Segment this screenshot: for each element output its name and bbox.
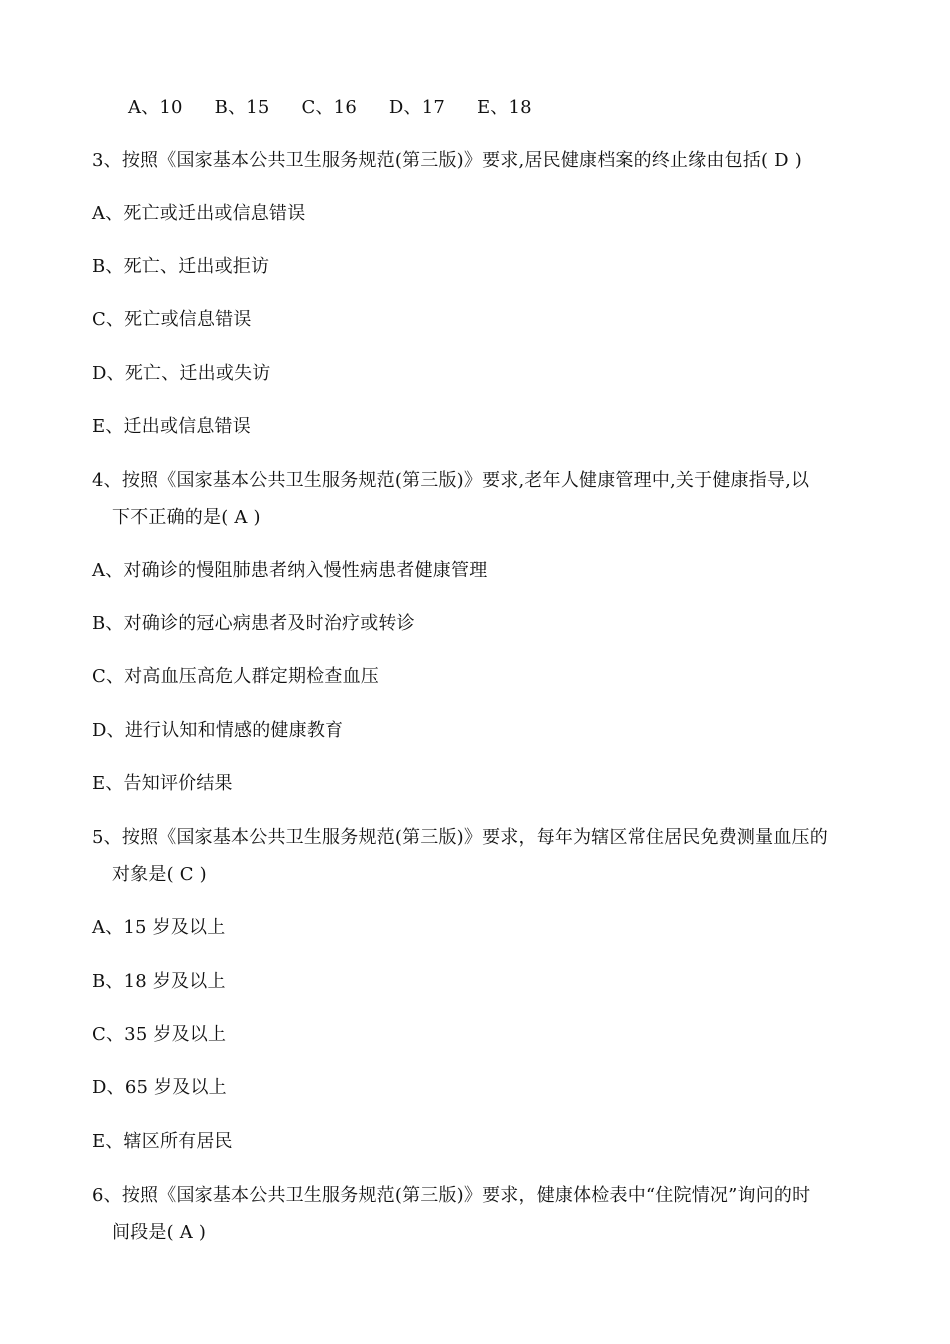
question-3-option-e: E、迁出或信息错误 — [92, 416, 251, 437]
option-c: C、16 — [301, 97, 357, 118]
question-6-text-cont: 间段是( A ) — [112, 1222, 207, 1243]
question-5-text-cont: 对象是( C ) — [112, 864, 207, 885]
question-5-option-c: C、35 岁及以上 — [92, 1024, 227, 1045]
question-3-option-a: A、死亡或迁出或信息错误 — [92, 203, 306, 224]
question-5-option-b: B、18 岁及以上 — [92, 971, 226, 992]
question-4-option-c: C、对高血压高危人群定期检查血压 — [92, 666, 379, 687]
question-5-option-d: D、65 岁及以上 — [92, 1077, 227, 1098]
question-4-option-d: D、进行认知和情感的健康教育 — [92, 720, 344, 741]
question-4-text: 4、按照《国家基本公共卫生服务规范(第三版)》要求,老年人健康管理中,关于健康指导,以 — [92, 470, 810, 491]
option-a: A、10 — [128, 97, 183, 118]
question-4-option-a: A、对确诊的慢阻肺患者纳入慢性病患者健康管理 — [92, 560, 488, 581]
question-6-text: 6、按照《国家基本公共卫生服务规范(第三版)》要求，健康体检表中“住院情况”询问的时 — [92, 1185, 811, 1206]
question-5-option-e: E、辖区所有居民 — [92, 1131, 233, 1152]
option-b: B、15 — [214, 97, 270, 118]
question-3-text: 3、按照《国家基本公共卫生服务规范(第三版)》要求,居民健康档案的终止缘由包括( D ) — [92, 150, 802, 171]
option-e: E、18 — [476, 97, 532, 118]
question-4-text-cont: 下不正确的是( A ) — [112, 507, 261, 528]
question-3-option-d: D、死亡、迁出或失访 — [92, 363, 271, 384]
option-d: D、17 — [388, 97, 446, 118]
question-3-option-b: B、死亡、迁出或拒访 — [92, 256, 270, 277]
prev-question-options — [128, 96, 558, 120]
question-3-option-c: C、死亡或信息错误 — [92, 309, 252, 330]
question-4-option-b: B、对确诊的冠心病患者及时治疗或转诊 — [92, 613, 415, 634]
question-4-option-e: E、告知评价结果 — [92, 773, 233, 794]
question-5-text: 5、按照《国家基本公共卫生服务规范(第三版)》要求，每年为辖区常住居民免费测量血压的 — [92, 827, 828, 848]
question-5-option-a: A、15 岁及以上 — [92, 917, 226, 938]
